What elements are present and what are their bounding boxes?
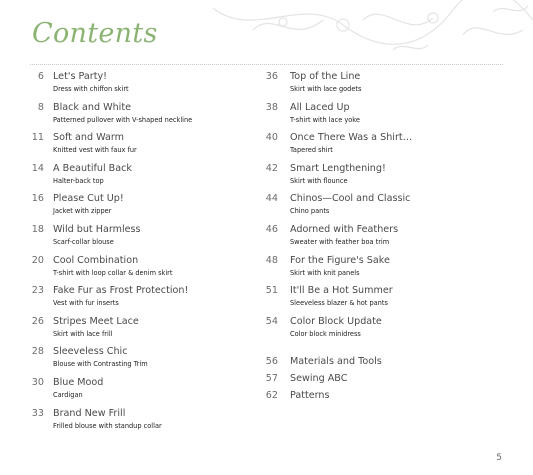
toc-page-number: 40 [265, 132, 278, 144]
toc-entry[interactable] [30, 224, 260, 255]
title-divider [30, 64, 503, 65]
toc-subtitle: Frilled blouse with standup collar [53, 421, 162, 430]
toc-title: Chinos—Cool and Classic [290, 193, 411, 205]
toc-entry[interactable] [30, 408, 260, 439]
toc-title: Wild but Harmless [53, 223, 141, 235]
toc-entry[interactable] [262, 255, 492, 286]
toc-subtitle: Sweater with feather boa trim [290, 237, 390, 246]
toc-subtitle: Skirt with knit panels [290, 268, 360, 277]
toc-subtitle: Color block minidress [290, 329, 361, 338]
toc-title: Smart Lengthening! [290, 162, 386, 174]
toc-page-number: 42 [265, 162, 278, 174]
page-title: Contents [32, 18, 158, 49]
toc-title: Stripes Meet Lace [53, 315, 139, 327]
toc-title: Adorned with Feathers [290, 223, 399, 235]
toc-title: Black and White [53, 101, 132, 113]
toc-entry[interactable] [262, 102, 492, 133]
toc-title: Fake Fur as Frost Protection! [53, 285, 189, 297]
toc-entry[interactable] [30, 102, 260, 133]
toc-entry[interactable] [30, 163, 260, 194]
toc-entry[interactable] [30, 377, 260, 408]
toc-page-number: 54 [265, 315, 278, 327]
toc-page-number: 8 [37, 101, 44, 113]
toc-entry[interactable] [30, 132, 260, 163]
toc-page-number: 51 [265, 285, 278, 297]
toc-title: A Beautiful Back [53, 162, 132, 174]
toc-entry[interactable] [262, 285, 492, 316]
toc-entry[interactable] [262, 373, 492, 390]
toc-subtitle: Vest with fur inserts [53, 299, 119, 308]
toc-page-number: 30 [31, 376, 44, 388]
toc-title: Let's Party! [53, 71, 107, 82]
toc-entry[interactable] [262, 224, 492, 255]
toc-page-number: 16 [31, 193, 44, 205]
toc-title: Sleeveless Chic [53, 346, 128, 358]
toc-page-number: 11 [31, 132, 44, 144]
toc-entry[interactable] [30, 71, 260, 102]
toc-subtitle: Sleeveless blazer & hot pants [290, 299, 388, 308]
toc-subtitle: Scarf-collar blouse [53, 237, 114, 246]
toc-subtitle: Skirt with flounce [290, 176, 348, 185]
toc-title: Soft and Warm [53, 132, 124, 144]
toc-title: Patterns [290, 390, 330, 401]
toc-subtitle: Knitted vest with faux fur [53, 146, 137, 155]
contents-column-right [262, 71, 492, 346]
toc-page-number: 14 [31, 162, 44, 174]
toc-title: For the Figure's Sake [290, 254, 390, 266]
toc-title: Brand New Frill [53, 407, 126, 419]
toc-page-number: 36 [265, 71, 278, 82]
page-number: 5 [496, 453, 502, 463]
toc-title: Sewing ABC [290, 373, 348, 384]
toc-subtitle: Patterned pullover with V-shaped neckline [53, 115, 193, 124]
toc-entry[interactable] [262, 390, 492, 407]
toc-page-number: 26 [31, 315, 44, 327]
toc-title: Color Block Update [290, 315, 382, 327]
toc-page-number: 62 [265, 390, 278, 401]
toc-page-number: 28 [31, 346, 44, 358]
toc-page-number: 56 [265, 356, 278, 367]
toc-subtitle: T-shirt with loop collar & denim skirt [53, 268, 173, 277]
toc-entry[interactable] [30, 285, 260, 316]
toc-subtitle: Halter-back top [53, 176, 104, 185]
toc-title: Once There Was a Shirt… [290, 132, 413, 144]
toc-title: Top of the Line [290, 71, 361, 82]
toc-subtitle: Tapered shirt [290, 146, 333, 155]
toc-page-number: 6 [37, 71, 44, 82]
toc-subtitle: Chino pants [290, 207, 330, 216]
toc-entry[interactable] [262, 193, 492, 224]
toc-page-number: 23 [31, 285, 44, 297]
toc-entry[interactable] [262, 132, 492, 163]
contents-extras [262, 356, 492, 407]
toc-page-number: 44 [265, 193, 278, 205]
toc-title: Cool Combination [53, 254, 139, 266]
toc-entry[interactable] [262, 356, 492, 373]
toc-entry[interactable] [30, 255, 260, 286]
toc-title: Materials and Tools [290, 356, 382, 367]
toc-subtitle: Cardigan [53, 390, 83, 399]
toc-subtitle: Dress with chiffon skirt [53, 85, 129, 93]
toc-subtitle: Skirt with lace godets [290, 85, 362, 93]
toc-page-number: 48 [265, 254, 278, 266]
toc-title: All Laced Up [290, 101, 350, 113]
toc-page-number: 18 [31, 223, 44, 235]
toc-subtitle: Skirt with lace frill [53, 329, 113, 338]
toc-page-number: 38 [265, 101, 278, 113]
toc-entry[interactable] [262, 316, 492, 347]
toc-title: Blue Mood [53, 376, 104, 388]
toc-subtitle: T-shirt with lace yoke [290, 115, 360, 124]
toc-entry[interactable] [30, 316, 260, 347]
toc-entry[interactable] [30, 346, 260, 377]
toc-page-number: 20 [31, 254, 44, 266]
contents-column-left [30, 71, 260, 438]
toc-page-number: 46 [265, 223, 278, 235]
toc-page-number: 33 [31, 407, 44, 419]
toc-entry[interactable] [262, 71, 492, 102]
toc-entry[interactable] [262, 163, 492, 194]
floral-ornament [193, 0, 533, 60]
toc-subtitle: Blouse with Contrasting Trim [53, 360, 148, 369]
toc-subtitle: Jacket with zipper [53, 207, 112, 216]
toc-page-number: 57 [265, 373, 278, 384]
toc-title: It'll Be a Hot Summer [290, 285, 393, 297]
toc-title: Please Cut Up! [53, 193, 124, 205]
toc-entry[interactable] [30, 193, 260, 224]
